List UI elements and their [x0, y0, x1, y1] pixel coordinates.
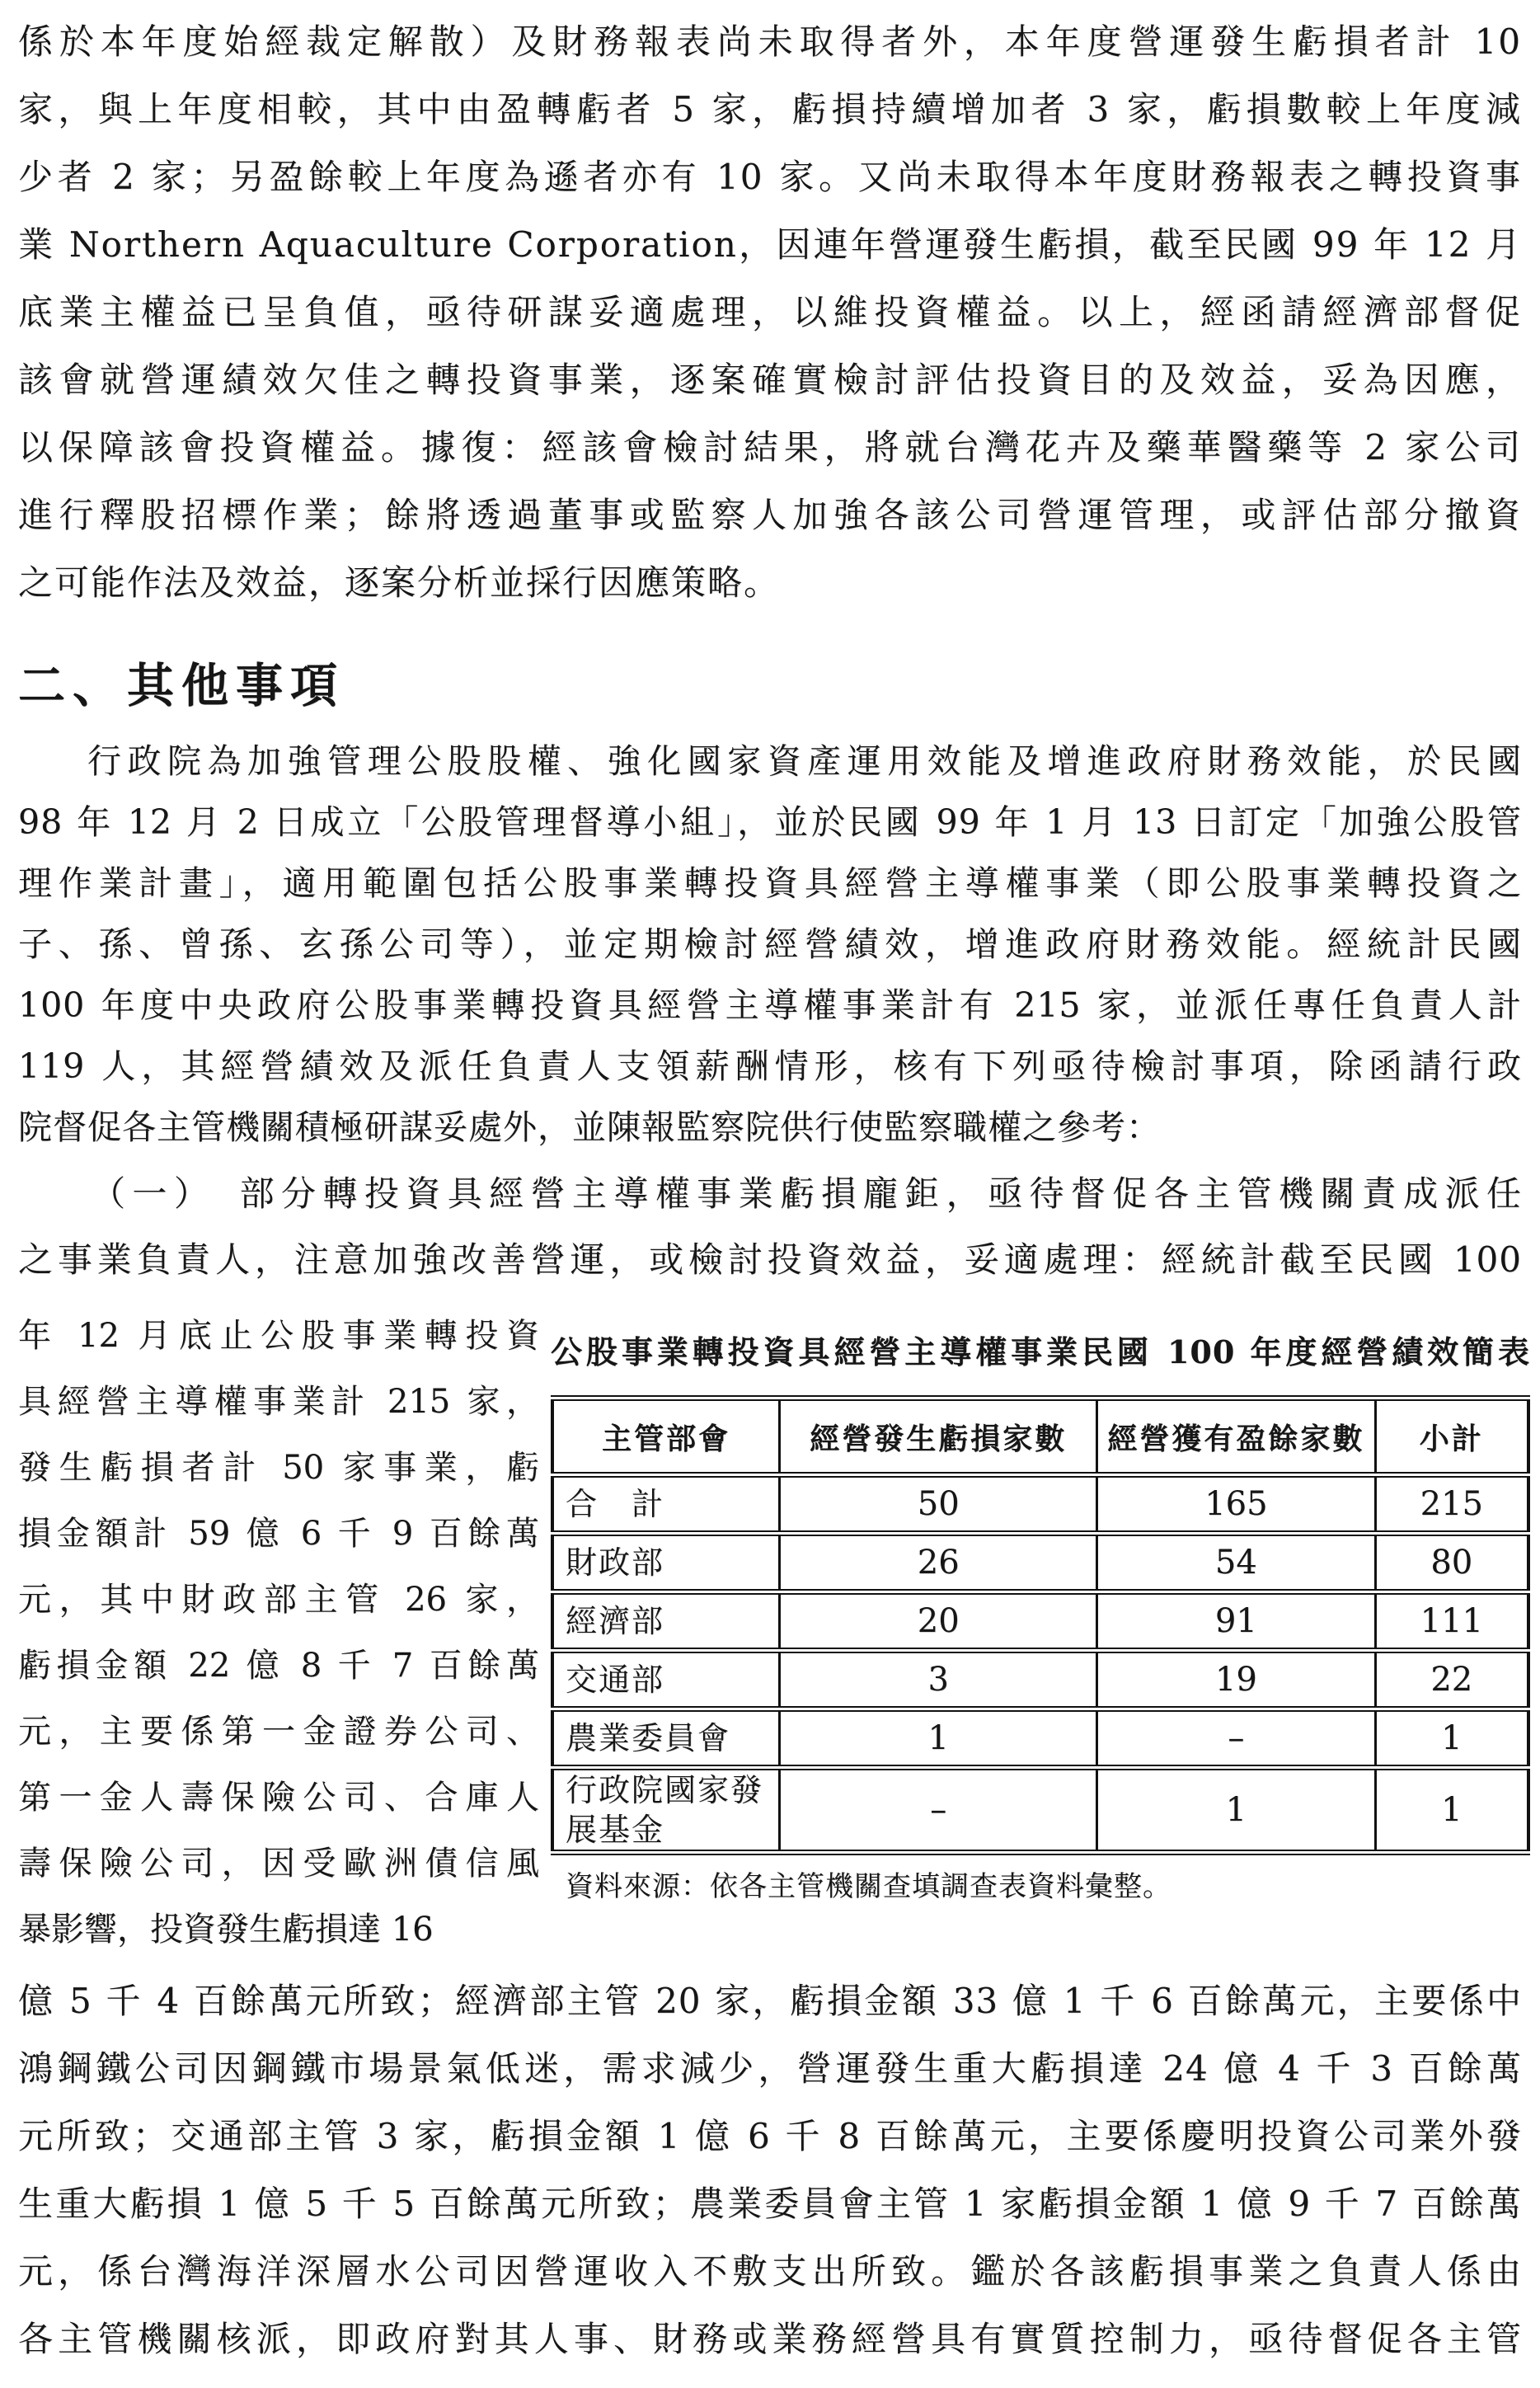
body-line: 業 Northern Aquaculture Corporation，因連年營運發生虧損，截至民國 99 年 12 月 — [18, 224, 1522, 265]
cell-profit: – — [1097, 1709, 1375, 1768]
body-line: 元，係台灣海洋深層水公司因營運收入不敷支出所致。鑑於各該虧損事業之負責人係由 — [18, 2251, 1522, 2292]
body-line: 98 年 12 月 2 日成立「公股管理督導小組」，並於民國 99 年 1 月 13 日訂定「加強公股管 — [18, 802, 1522, 842]
item-1-paragraph — [18, 1161, 1522, 1293]
cell-subtotal: 215 — [1375, 1475, 1528, 1534]
cell-profit: 165 — [1097, 1475, 1375, 1534]
body-line: 發生虧損者計 50 家事業，虧 — [18, 1449, 539, 1487]
body-line: 之事業負責人，注意加強改善營運，或檢討投資效益，妥適處理：經統計截至民國 100 — [18, 1239, 1522, 1280]
body-line: 係於本年度始經裁定解散）及財務報表尚未取得者外，本年度營運發生虧損者計 10 — [18, 21, 1522, 62]
body-line: 元所致；交通部主管 3 家，虧損金額 1 億 6 千 8 百餘萬元，主要係慶明投資公司業外發 — [18, 2116, 1522, 2156]
table-row-total — [552, 1475, 1528, 1534]
performance-table-title: 公股事業轉投資具經營主導權事業民國 100 年度經營績效簡表 — [551, 1333, 1530, 1370]
cell-profit: 1 — [1097, 1768, 1375, 1853]
table-source-note: 資料來源：依各主管機關查填調查表資料彙整。 — [566, 1870, 1171, 1903]
body-line: 元，其中財政部主管 26 家， — [18, 1581, 539, 1619]
body-line: 底業主權益已呈負值，亟待研謀妥適處理，以維投資權益。以上，經函請經濟部督促 — [18, 292, 1522, 332]
cell-agency: 行政院國家發展基金 — [552, 1768, 780, 1853]
cell-agency: 財政部 — [552, 1534, 780, 1592]
body-line: 元，主要係第一金證券公司、 — [18, 1713, 539, 1751]
cell-subtotal: 1 — [1375, 1768, 1528, 1853]
body-line: 之可能作法及效益，逐案分析並採行因應策略。 — [18, 562, 781, 603]
body-line: 虧損金額 22 億 8 千 7 百餘萬 — [18, 1647, 539, 1685]
cell-loss: 3 — [780, 1651, 1097, 1709]
cell-loss: 26 — [780, 1534, 1097, 1592]
header-subtotal: 小計 — [1375, 1398, 1528, 1475]
body-line: 少者 2 家；另盈餘較上年度為遜者亦有 10 家。又尚未取得本年度財務報表之轉投資事 — [18, 157, 1522, 197]
table-header-row — [552, 1398, 1528, 1475]
cell-agency: 合 計 — [552, 1475, 780, 1534]
body-line: 家，與上年度相較，其中由盈轉虧者 5 家，虧損持續增加者 3 家，虧損數較上年度減 — [18, 89, 1522, 129]
body-line: 119 人，其經營績效及派任負責人支領薪酬情形，核有下列亟待檢討事項，除函請行政 — [18, 1046, 1522, 1086]
body-line: 壽保險公司，因受歐洲債信風 — [18, 1845, 539, 1883]
cell-loss: 1 — [780, 1709, 1097, 1768]
body-line: 進行釋股招標作業；餘將透過董事或監察人加強各該公司營運管理，或評估部分撤資 — [18, 495, 1522, 535]
intro-paragraph — [18, 731, 1522, 1158]
body-line: 子、孫、曾孫、玄孫公司等），並定期檢討經營績效，增進政府財務效能。經統計民國 — [18, 924, 1522, 964]
body-line: （一） 部分轉投資具經營主導權事業虧損龐鉅，亟待督促各主管機關責成派任 — [91, 1173, 1522, 1214]
header-loss-count: 經營發生虧損家數 — [780, 1398, 1097, 1475]
cell-loss: 50 — [780, 1475, 1097, 1534]
table-row — [552, 1592, 1528, 1651]
table-row — [552, 1534, 1528, 1592]
table-row — [552, 1651, 1528, 1709]
section-heading: 二、其他事項 — [18, 658, 345, 713]
body-line: 行政院為加強管理公股股權、強化國家資產運用效能及增進政府財務效能，於民國 — [87, 741, 1522, 781]
cell-subtotal: 1 — [1375, 1709, 1528, 1768]
header-profit-count: 經營獲有盈餘家數 — [1097, 1398, 1375, 1475]
left-column-text — [18, 1303, 539, 1963]
body-line: 年 12 月底止公股事業轉投資 — [18, 1317, 539, 1355]
cell-subtotal: 22 — [1375, 1651, 1528, 1709]
closing-paragraph — [18, 1967, 1522, 2373]
cell-subtotal: 80 — [1375, 1534, 1528, 1592]
body-line: 各主管機關核派，即政府對其人事、財務或業務經營具有實質控制力，亟待督促各主管 — [18, 2319, 1522, 2359]
body-line: 該會就營運績效欠佳之轉投資事業，逐案確實檢討評估投資目的及效益，妥為因應， — [18, 360, 1522, 400]
cell-loss: – — [780, 1768, 1097, 1853]
table-row — [552, 1709, 1528, 1768]
cell-agency: 經濟部 — [552, 1592, 780, 1651]
body-line: 以保障該會投資權益。據復：經該會檢討結果，將就台灣花卉及藥華醫藥等 2 家公司 — [18, 427, 1522, 468]
cell-profit: 54 — [1097, 1534, 1375, 1592]
paragraph-continuation — [18, 8, 1522, 617]
cell-agency: 交通部 — [552, 1651, 780, 1709]
cell-subtotal: 111 — [1375, 1592, 1528, 1651]
body-line: 生重大虧損 1 億 5 千 5 百餘萬元所致；農業委員會主管 1 家虧損金額 1 億 9 千 7 百餘萬 — [18, 2184, 1522, 2224]
body-line: 億 5 千 4 百餘萬元所致；經濟部主管 20 家，虧損金額 33 億 1 千 6 百餘萬元，主要係中 — [18, 1981, 1522, 2021]
body-line: 損金額計 59 億 6 千 9 百餘萬 — [18, 1515, 539, 1553]
body-line: 理作業計畫」，適用範圍包括公股事業轉投資具經營主導權事業（即公股事業轉投資之 — [18, 863, 1522, 903]
body-line: 暴影響，投資發生虧損達 16 — [18, 1911, 434, 1948]
body-line: 鴻鋼鐵公司因鋼鐵市場景氣低迷，需求減少，營運發生重大虧損達 24 億 4 千 3 百餘萬 — [18, 2048, 1522, 2089]
body-line: 具經營主導權事業計 215 家， — [18, 1383, 539, 1421]
performance-table — [551, 1395, 1530, 1855]
cell-loss: 20 — [780, 1592, 1097, 1651]
header-agency: 主管部會 — [552, 1398, 780, 1475]
body-line: 100 年度中央政府公股事業轉投資具經營主導權事業計有 215 家，並派任專任負責人計 — [18, 985, 1522, 1025]
table-row — [552, 1768, 1528, 1853]
body-line: 院督促各主管機關積極研謀妥處外，並陳報監察院供行使監察職權之參考： — [18, 1107, 1161, 1147]
cell-agency: 農業委員會 — [552, 1709, 780, 1768]
body-line: 第一金人壽保險公司、合庫人 — [18, 1779, 539, 1817]
performance-table-block — [551, 1333, 1530, 1855]
cell-profit: 91 — [1097, 1592, 1375, 1651]
cell-profit: 19 — [1097, 1651, 1375, 1709]
